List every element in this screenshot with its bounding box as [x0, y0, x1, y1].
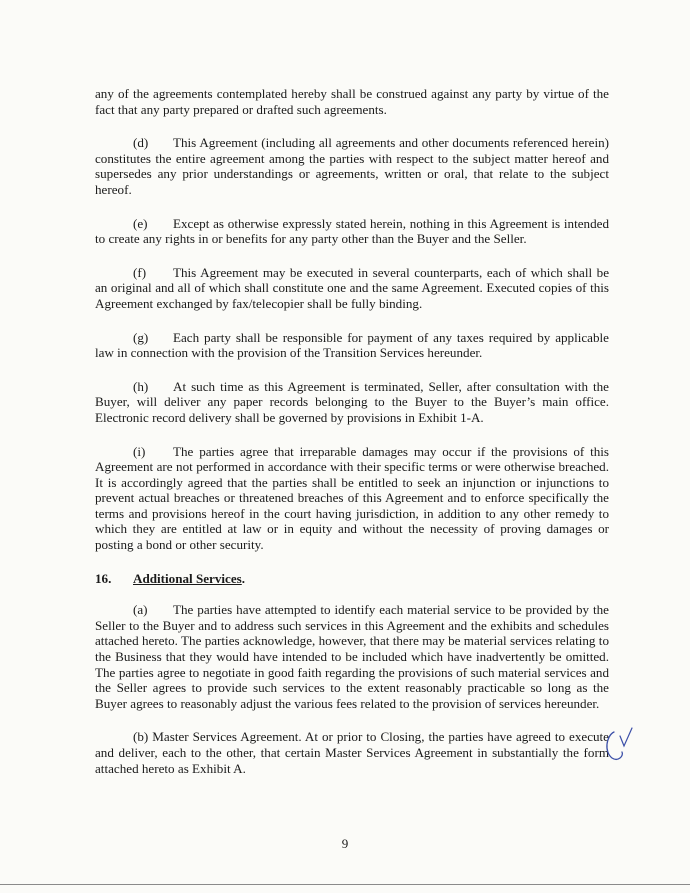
paragraph-i [95, 444, 609, 553]
initials-stroke [620, 728, 632, 746]
section-title: Additional Services [133, 570, 242, 586]
paragraph-16a [95, 602, 609, 711]
paragraph-d [95, 135, 609, 197]
paragraph-label: (g) [133, 329, 149, 345]
section-title-period: . [241, 570, 246, 586]
paragraph-g [95, 330, 609, 361]
paragraph-text: Master Services Agreement. At or prior to Closing, the parties have agreed to execute and deliver, each to the other, that certain Master Services Agreement in substantially the form attached hereto as Exhibit A. [95, 729, 609, 776]
document-body [95, 86, 609, 794]
section-heading [95, 571, 609, 587]
paragraph-label: (e) [133, 215, 148, 231]
paragraph-text: Each party shall be responsible for payment of any taxes required by applicable law in connection with the provision of the Transition Services hereunder. [95, 329, 609, 361]
paragraph-text: Except as otherwise expressly stated herein, nothing in this Agreement is intended to create any rights in or benefits for any party other than the Buyer and the Seller. [95, 215, 609, 247]
paragraph-text: This Agreement may be executed in several counterparts, each of which shall be an original and all of which shall constitute one and the same Agreement. Executed copies of this Agreement exchanged by fax/telecopier shall be fully binding. [95, 264, 609, 311]
paragraph-label: (d) [133, 135, 149, 151]
page-bottom-border [0, 884, 690, 885]
paragraph-label: (i) [133, 443, 146, 459]
paragraph-label: (a) [133, 602, 148, 618]
paragraph-e [95, 216, 609, 247]
paragraph-label: (h) [133, 378, 149, 394]
paragraph-text: The parties agree that irreparable damages may occur if the provisions of this Agreement are not performed in accordance with their specific terms or were otherwise breached. It is accordingly agreed that the parties shall be entitled to seek an injunction or injunctions to prevent actual breaches or threatened breaches of this Agreement and to enforce specifically the terms and provisions hereof in the court having jurisdiction, in addition to any other remedy to which they are entitled at law or in equity and without the necessity of proving damages or posting a bond or other security. [95, 443, 609, 553]
paragraph-text: This Agreement (including all agreements and other documents referenced herein) constitutes the entire agreement among the parties with respect to the subject matter hereof and supersedes any prior understandings or agreements, written or oral, that relate to the subject hereof. [95, 135, 609, 197]
paragraph-label: (f) [133, 264, 147, 280]
paragraph-text: The parties have attempted to identify each material service to be provided by the Seller to the Buyer and to address such services in this Agreement and the exhibits and schedules attached hereto. The parties acknowledge, however, that there may be material services relating to the Business that they would have intended to be included which have inadvertently be omitted. The parties agree to negotiate in good faith regarding the provisions of such material services and the Seller agrees to provide such services to the extent reasonably practicable so long as the Buyer agrees to reasonably adjust the various fees related to the provision of services hereunder. [95, 602, 609, 711]
intro-paragraph: any of the agreements contemplated hereby shall be construed against any party by virtue of the fact that any party prepared or drafted such agreements. [95, 86, 609, 117]
paragraph-text: At such time as this Agreement is terminated, Seller, after consultation with the Buyer, will deliver any paper records belonging to the Buyer to the Buyer’s main office. Electronic record delivery shall be governed by provisions in Exhibit 1-A. [95, 378, 609, 425]
paragraph-16b [95, 729, 609, 776]
handwritten-initials [600, 722, 636, 762]
page-number: 9 [341, 836, 349, 851]
section-number: 16. [95, 570, 112, 586]
paragraph-label: (b) [133, 729, 149, 745]
paragraph-h [95, 379, 609, 426]
paragraph-f [95, 265, 609, 312]
